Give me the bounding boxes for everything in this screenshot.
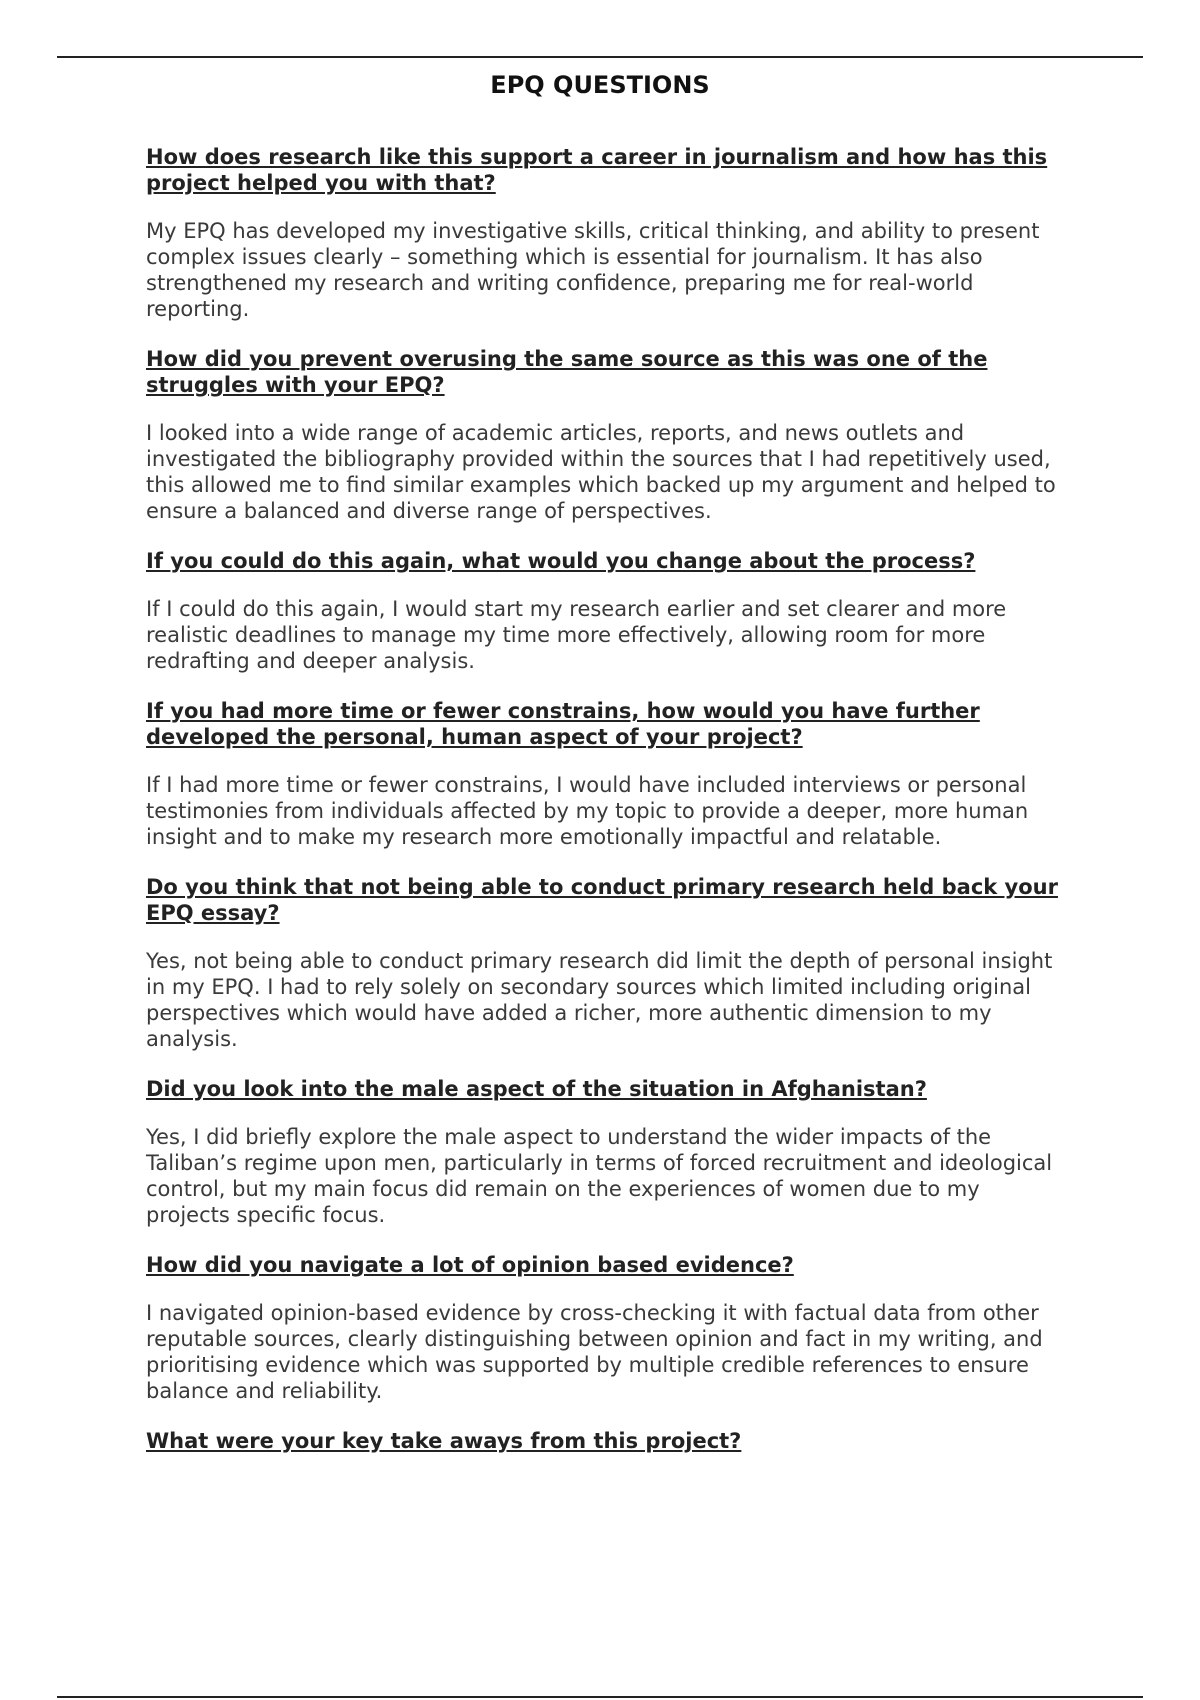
question-1: How does research like this support a career in journalism and how has this project helped you with that? — [146, 145, 1048, 195]
answer-6: Yes, I did briefly explore the male aspect to understand the wider impacts of the Taliban’s regime upon men, particularly in terms of forced recruitment and ideological control, but my main focus did remain on the experiences of women due to my projects specific focus. — [146, 1125, 1053, 1227]
answer-4: If I had more time or fewer constrains, I would have included interviews or personal testimonies from individuals affected by my topic to provide a deeper, more human insight and to make my research more emotionally impactful and relatable. — [146, 773, 1029, 849]
top-rule — [57, 56, 1143, 58]
answer-1: My EPQ has developed my investigative skills, critical thinking, and ability to present complex issues clearly – something which is essential for journalism. It has also strengthened my research and writing confidence, preparing me for real-world reporting. — [146, 219, 1040, 321]
question-2: How did you prevent overusing the same source as this was one of the struggles with your EPQ? — [146, 347, 988, 397]
question-3: If you could do this again, what would you change about the process? — [146, 549, 976, 573]
answer-7: I navigated opinion-based evidence by cross-checking it with factual data from other reputable sources, clearly distinguishing between opinion and fact in my writing, and prioritising evidence which was supported by multiple credible references to ensure balance and reliability. — [146, 1301, 1043, 1403]
answer-3: If I could do this again, I would start my research earlier and set clearer and more realistic deadlines to manage my time more effectively, allowing room for more redrafting and deeper analysis. — [146, 597, 1007, 673]
question-7: How did you navigate a lot of opinion based evidence? — [146, 1253, 794, 1277]
answer-2: I looked into a wide range of academic articles, reports, and news outlets and investigated the bibliography provided within the sources that I had repetitively used, this allowed me to find similar examples which backed up my argument and helped to ensure a balanced and diverse range of perspectives. — [146, 421, 1056, 523]
question-8: What were your key take aways from this project? — [146, 1429, 742, 1453]
question-4: If you had more time or fewer constrains, how would you have further developed the personal, human aspect of your project? — [146, 699, 980, 749]
qa-list — [146, 144, 1058, 1476]
answer-5: Yes, not being able to conduct primary research did limit the depth of personal insight in my EPQ. I had to rely solely on secondary sources which limited including original perspectives which would have added a richer, more authentic dimension to my analysis. — [146, 949, 1053, 1051]
question-6: Did you look into the male aspect of the situation in Afghanistan? — [146, 1077, 927, 1101]
question-5: Do you think that not being able to conduct primary research held back your EPQ essay? — [146, 875, 1058, 925]
document-title: EPQ QUESTIONS — [490, 71, 710, 99]
bottom-rule — [57, 1696, 1143, 1698]
